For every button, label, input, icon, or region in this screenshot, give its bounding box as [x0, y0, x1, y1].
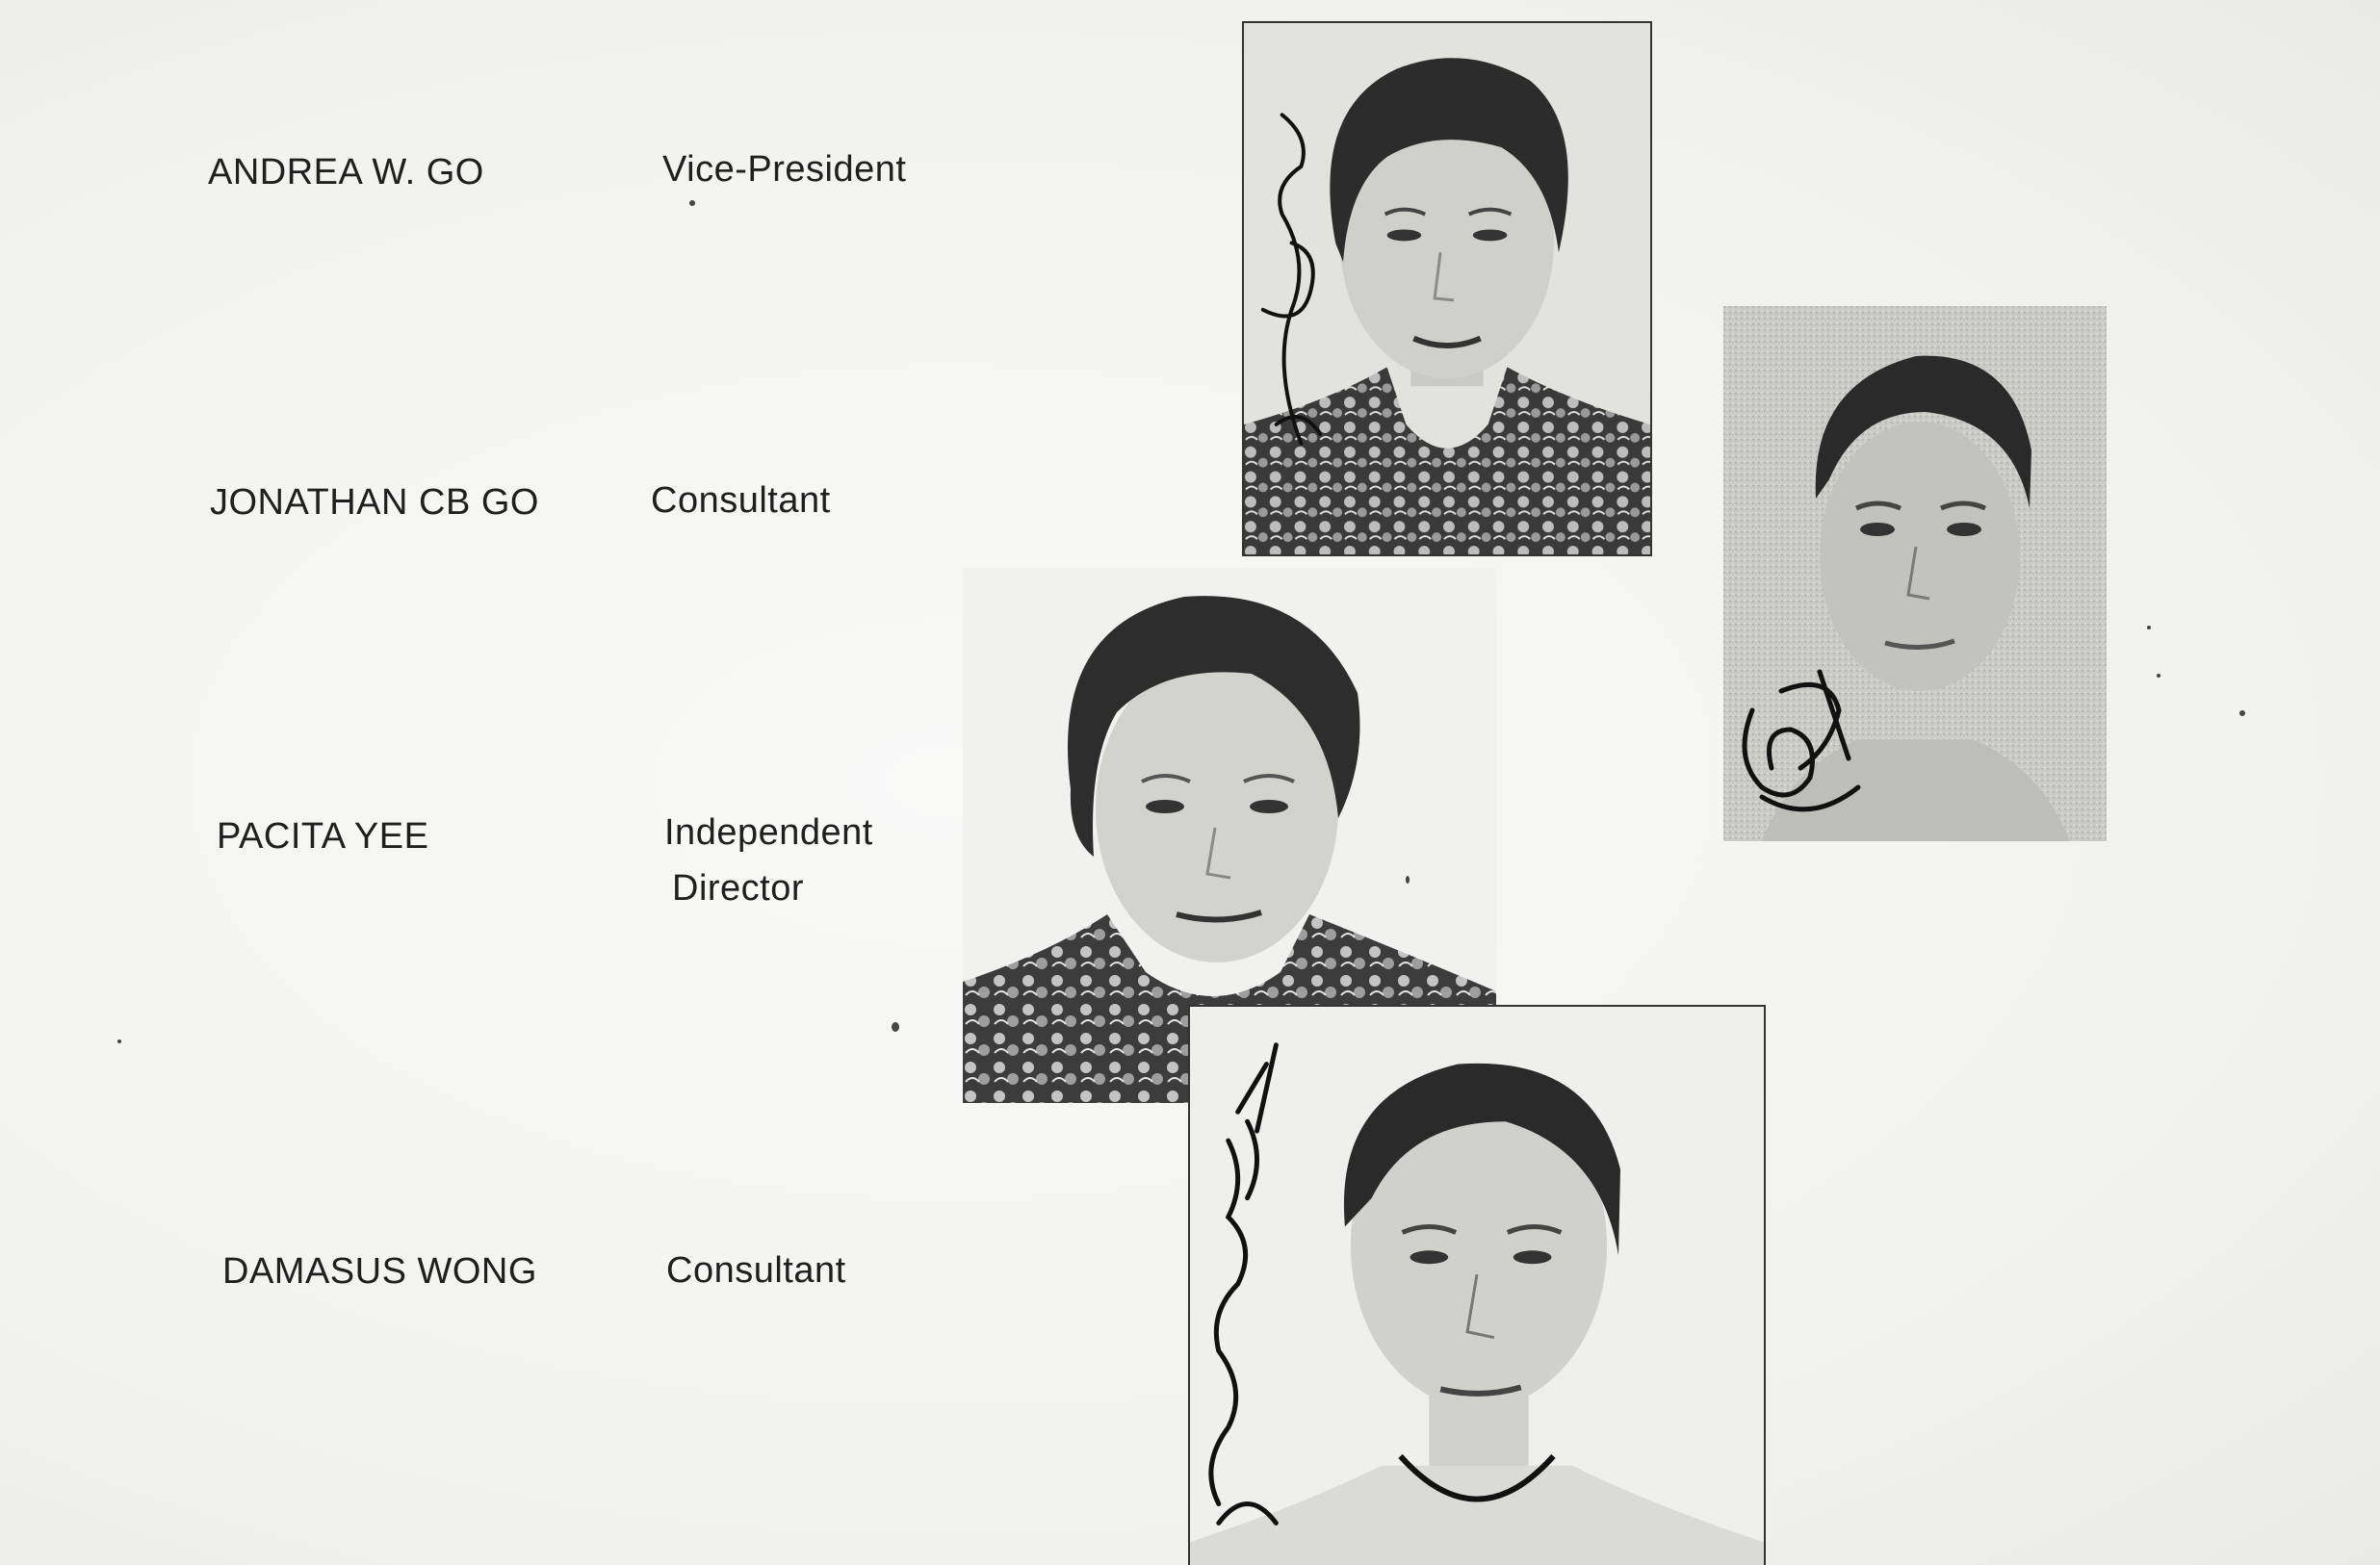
role-line: Independent	[664, 812, 873, 853]
portrait-image	[1244, 23, 1650, 554]
scan-speck	[1406, 876, 1410, 884]
role-line: Director	[672, 868, 805, 909]
name-damasus-wong: DAMASUS WONG	[222, 1251, 537, 1292]
role-damasus-wong	[666, 1249, 846, 1292]
role-jonathan-go	[651, 479, 831, 522]
portrait-photo-damasus-wong	[1188, 1005, 1766, 1565]
portrait-photo-jonathan-go	[1723, 306, 2107, 841]
scan-speck	[2147, 626, 2151, 629]
role-pacita-yee	[664, 805, 873, 916]
scan-speck	[2239, 710, 2245, 716]
name-jonathan-go: JONATHAN CB GO	[210, 482, 539, 523]
scan-speck	[117, 1039, 121, 1043]
portrait-image	[1723, 306, 2107, 841]
role-andrea-go	[662, 148, 906, 191]
role-line: Consultant	[651, 480, 831, 521]
portrait-photo-andrea-go	[1242, 21, 1652, 556]
scan-speck	[689, 200, 695, 206]
name-andrea-go: ANDREA W. GO	[208, 152, 484, 192]
role-line: Vice-President	[662, 149, 907, 190]
name-pacita-yee: PACITA YEE	[217, 816, 429, 857]
role-line: Consultant	[666, 1250, 846, 1291]
scan-speck	[2157, 674, 2160, 678]
scan-speck	[892, 1022, 899, 1032]
portrait-image	[1190, 1007, 1764, 1565]
